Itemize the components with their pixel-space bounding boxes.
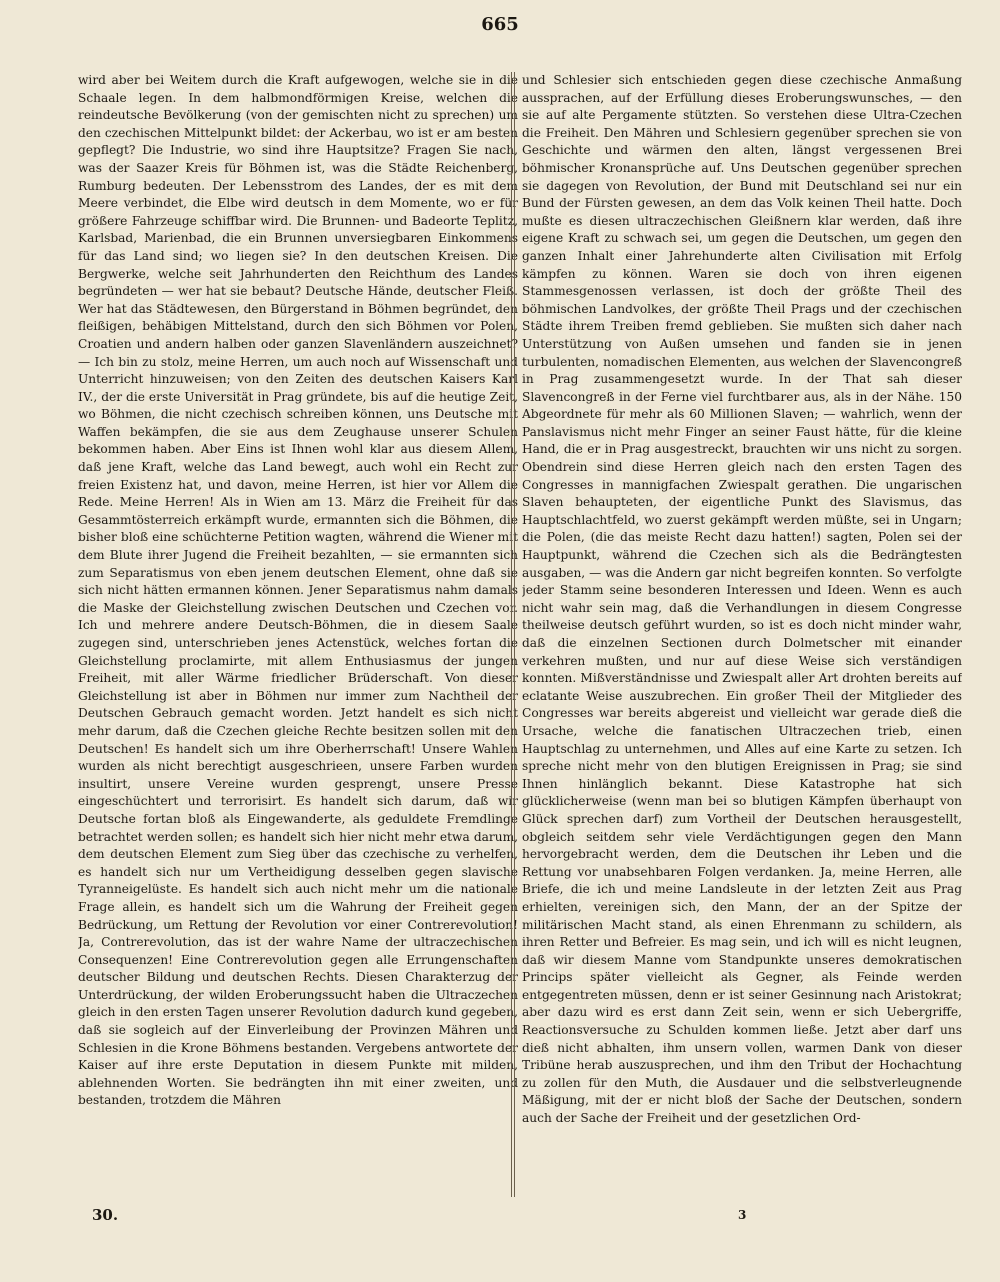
text-column-right xyxy=(522,72,962,1197)
column-divider xyxy=(511,72,515,1197)
text-column-left xyxy=(78,72,518,1197)
page-number: 665 xyxy=(481,14,519,35)
column-text: und Schlesier sich entschieden gegen diese czechische Anmaßung aussprachen, auf der Erfüllung dieses Eroberungswunsches, — den sie auf alte Pergamente stützten. So verstehen diese Ultra-Czechen die Freiheit. Den Mähren und Schlesiern gegenüber sprechen sie von Geschichte und wärmen den alten, längst vergessenen Brei böhmischer Kronansprüche auf. Uns Deutschen gegenüber sprechen sie dagegen von Revolution, der Bund mit Deutschland sei nur ein Bund der Fürsten gewesen, an dem das Volk keinen Theil hatte. Doch mußte es diesen ultraczechischen Gleißnern klar werden, daß ihre eigene Kraft zu schwach sei, um gegen die Deutschen, um gegen den ganzen Inhalt einer Jahrehunderte alten Civilisation mit Erfolg kämpfen zu können. Waren sie doch von ihren eigenen Stammesgenossen verlassen, ist doch der größte Theil des böhmischen Landvolkes, der größte Theil Prags und der czechischen Städte ihrem Treiben fremd geblieben. Sie mußten sich daher nach Unterstützung von Außen umsehen und fanden sie in jenen turbulenten, nomadischen Elementen, aus welchen der Slavencongreß in Prag zusammengesetzt wurde. In der That sah dieser Slavencongreß in der Ferne viel furchtbarer aus, als in der Nähe. 150 Abgeordnete für mehr als 60 Millionen Slaven; — wahrlich, wenn der Panslavismus nicht mehr Finger an seiner Faust hätte, für die kleine Hand, die er in Prag ausgestreckt, brauchten wir uns nicht zu sorgen. Obendrein sind diese Herren gleich nach den ersten Tagen des Congresses in mannigfachen Zwiespalt gerathen. Die ungarischen Slaven behaupteten, der eigentliche Punkt des Slavismus, das Hauptschlachtfeld, wo zuerst gekämpft werden müßte, sei in Ungarn; die Polen, (die das meiste Recht dazu hatten!) sagten, Polen sei der Hauptpunkt, während die Czechen sich als die Bedrängtesten ausgaben, — was die Andern gar nicht begreifen konnten. So verfolgte jeder Stamm seine besonderen Interessen und Ideen. Wenn es auch nicht wahr sein mag, daß die Verhandlungen in diesem Congresse theilweise deutsch geführt wurden, so ist es doch nicht minder wahr, daß die einzelnen Sectionen durch Dolmetscher mit einander verkehren mußten, und nur auf diese Weise sich verständigen konnten. Mißverständnisse und Zwiespalt aller Art drohten bereits auf eclatante Weise auszubrechen. Ein großer Theil der Mitglieder des Congresses war bereits abgereist und vielleicht war gerade dieß die Ursache, welche die fanatischen Ultraczechen trieb, einen Hauptschlag zu unternehmen, und Alles auf eine Karte zu setzen. Ich spreche nicht mehr von den blutigen Ereignissen in Prag; sie sind Ihnen hinlänglich bekannt. Diese Katastrophe hat sich glücklicherweise (wenn man bei so blutigen Kämpfen überhaupt von Glück sprechen darf) zum Vortheil der Deutschen herausgestellt, obgleich seitdem sehr viele Verdächtigungen gegen den Mann hervorgebracht werden, dem die Deutschen ihr Leben und die Rettung vor unabsehbaren Folgen verdanken. Ja, meine Herren, alle Briefe, die ich und meine Landsleute in der letzten Zeit aus Prag erhielten, vereinigen sich, den Mann, der an der Spitze der militärischen Macht stand, als einen Ehrenmann zu schildern, als ihren Retter und Befreier. Es mag sein, und ich will es nicht leugnen, daß wir diesem Manne vom Standpunkte unseres demokratischen Princips später vielleicht als Gegner, als Feinde werden entgegentreten müssen, denn er ist seiner Gesinnung nach Aristokrat; aber dazu wird es erst dann Zeit sein, wenn er sich Uebergriffe, Reactionsversuche zu Schulden kommen ließe. Jetzt aber darf uns dieß nicht abhalten, ihm unsern vollen, warmen Dank von dieser Tribüne herab auszusprechen, und ihm den Tribut der Hochachtung zu zollen für den Muth, die Ausdauer und die selbstverleugnende Mäßigung, mit der er nicht bloß der Sache der Deutschen, sondern auch der Sache der Freiheit und der gesetzlichen Ord- xyxy=(522,73,962,1126)
column-text: wird aber bei Weitem durch die Kraft aufgewogen, welche sie in die Schaale legen. In dem halbmondförmigen Kreise, welchen die reindeutsche Bevölkerung (von der gemischten nicht zu sprechen) um den czechischen Mittelpunkt bildet: der Ackerbau, wo ist er am besten gepflegt? Die Industrie, wo sind ihre Hauptsitze? Fragen Sie nach, was der Saazer Kreis für Böhmen ist, was die Städte Reichenberg, Rumburg bedeuten. Der Lebensstrom des Landes, der es mit dem Meere verbindet, die Elbe wird deutsch in dem Momente, wo er für größere Fahrzeuge schiffbar wird. Die Brunnen- und Badeorte Teplitz, Karlsbad, Marienbad, die ein Brunnen unversiegbaren Einkommens für das Land sind; wo liegen sie? In den deutschen Kreisen. Die Bergwerke, welche seit Jahrhunderten den Reichthum des Landes begründeten — wer hat sie bebaut? Deutsche Hände, deutscher Fleiß. Wer hat das Städtewesen, den Bürgerstand in Böhmen begründet, den fleißigen, behäbigen Mittelstand, durch den sich Böhmen vor Polen, Croatien und andern halben oder ganzen Slavenländern auszeichnet? — Ich bin zu stolz, meine Herren, um auch noch auf Wissenschaft und Unterricht hinzuweisen; von den Zeiten des deutschen Kaisers Karl IV., der die erste Universität in Prag gründete, bis auf die heutige Zeit, wo Böhmen, die nicht czechisch schreiben können, uns Deutsche mit Waffen bekämpfen, die sie aus dem Zeughause unserer Schulen bekommen haben. Aber Eins ist Ihnen wohl klar aus diesem Allem, daß jene Kraft, welche das Land bewegt, auch wohl ein Recht zur freien Existenz hat, und davon, meine Herren, ist hier vor Allem die Rede. Meine Herren! Als in Wien am 13. März die Freiheit für das Gesammtösterreich erkämpft wurde, ermannten sich die Böhmen, die bisher bloß eine schüchterne Petition wagten, während die Wiener mit dem Blute ihrer Jugend die Freiheit bezahlten, — sie ermannten sich zum Separatismus von eben jenem deutschen Element, ohne daß sie sich nicht hätten ermannen können. Jener Separatismus nahm damals die Maske der Gleichstellung zwischen Deutschen und Czechen vor. Ich und mehrere andere Deutsch-Böhmen, die in diesem Saale zugegen sind, unterschrieben jenes Actenstück, welches fortan die Gleichstellung proclamirte, mit allem Enthusiasmus der jungen Freiheit, mit aller Wärme friedlicher Brüderschaft. Von dieser Gleichstellung ist aber in Böhmen nur immer zum Nachtheil der Deutschen Gebrauch gemacht worden. Jetzt handelt es sich nicht mehr darum, daß die Czechen gleiche Rechte besitzen sollen mit den Deutschen! Es handelt sich um ihre Oberherrschaft! Unsere Wahlen wurden als nicht berechtigt ausgeschrieen, unsere Farben wurden insultirt, unsere Vereine wurden gesprengt, unsere Presse eingeschüchtert und terrorisirt. Es handelt sich darum, daß wir Deutsche fortan bloß als Eingewanderte, als geduldete Fremdlinge betrachtet werden sollen; es handelt sich hier nicht mehr etwa darum, dem deutschen Element zum Sieg über das czechische zu verhelfen, es handelt sich nur um Vertheidigung desselben gegen slavische Tyranneigelüste. Es handelt sich auch nicht mehr um die nationale Frage allein, es handelt sich um die Wahrung der Freiheit gegen Bedrückung, um Rettung der Revolution vor einer Contrerevolution! Ja, Contrerevolution, das ist der wahre Name der ultraczechischen Consequenzen! Eine Contrerevolution gegen alle Errungenschaften deutscher Bildung und deutschen Rechts. Diesen Charakterzug der Unterdrückung, der wilden Eroberungssucht haben die Ultraczechen gleich in den ersten Tagen unserer Revolution dadurch kund gegeben, daß sie sogleich auf der Einverleibung der Provinzen Mähren und Schlesien in die Krone Böhmens bestanden. Vergebens antwortete der Kaiser auf ihre erste Deputation in diesem Punkte mit milden, ablehnenden Worten. Sie bedrängten ihn mit einer zweiten, und bestanden, trotzdem die Mähren xyxy=(78,73,518,1108)
signature-mark: 30. xyxy=(92,1206,119,1224)
sheet-mark: 3 xyxy=(738,1208,747,1222)
